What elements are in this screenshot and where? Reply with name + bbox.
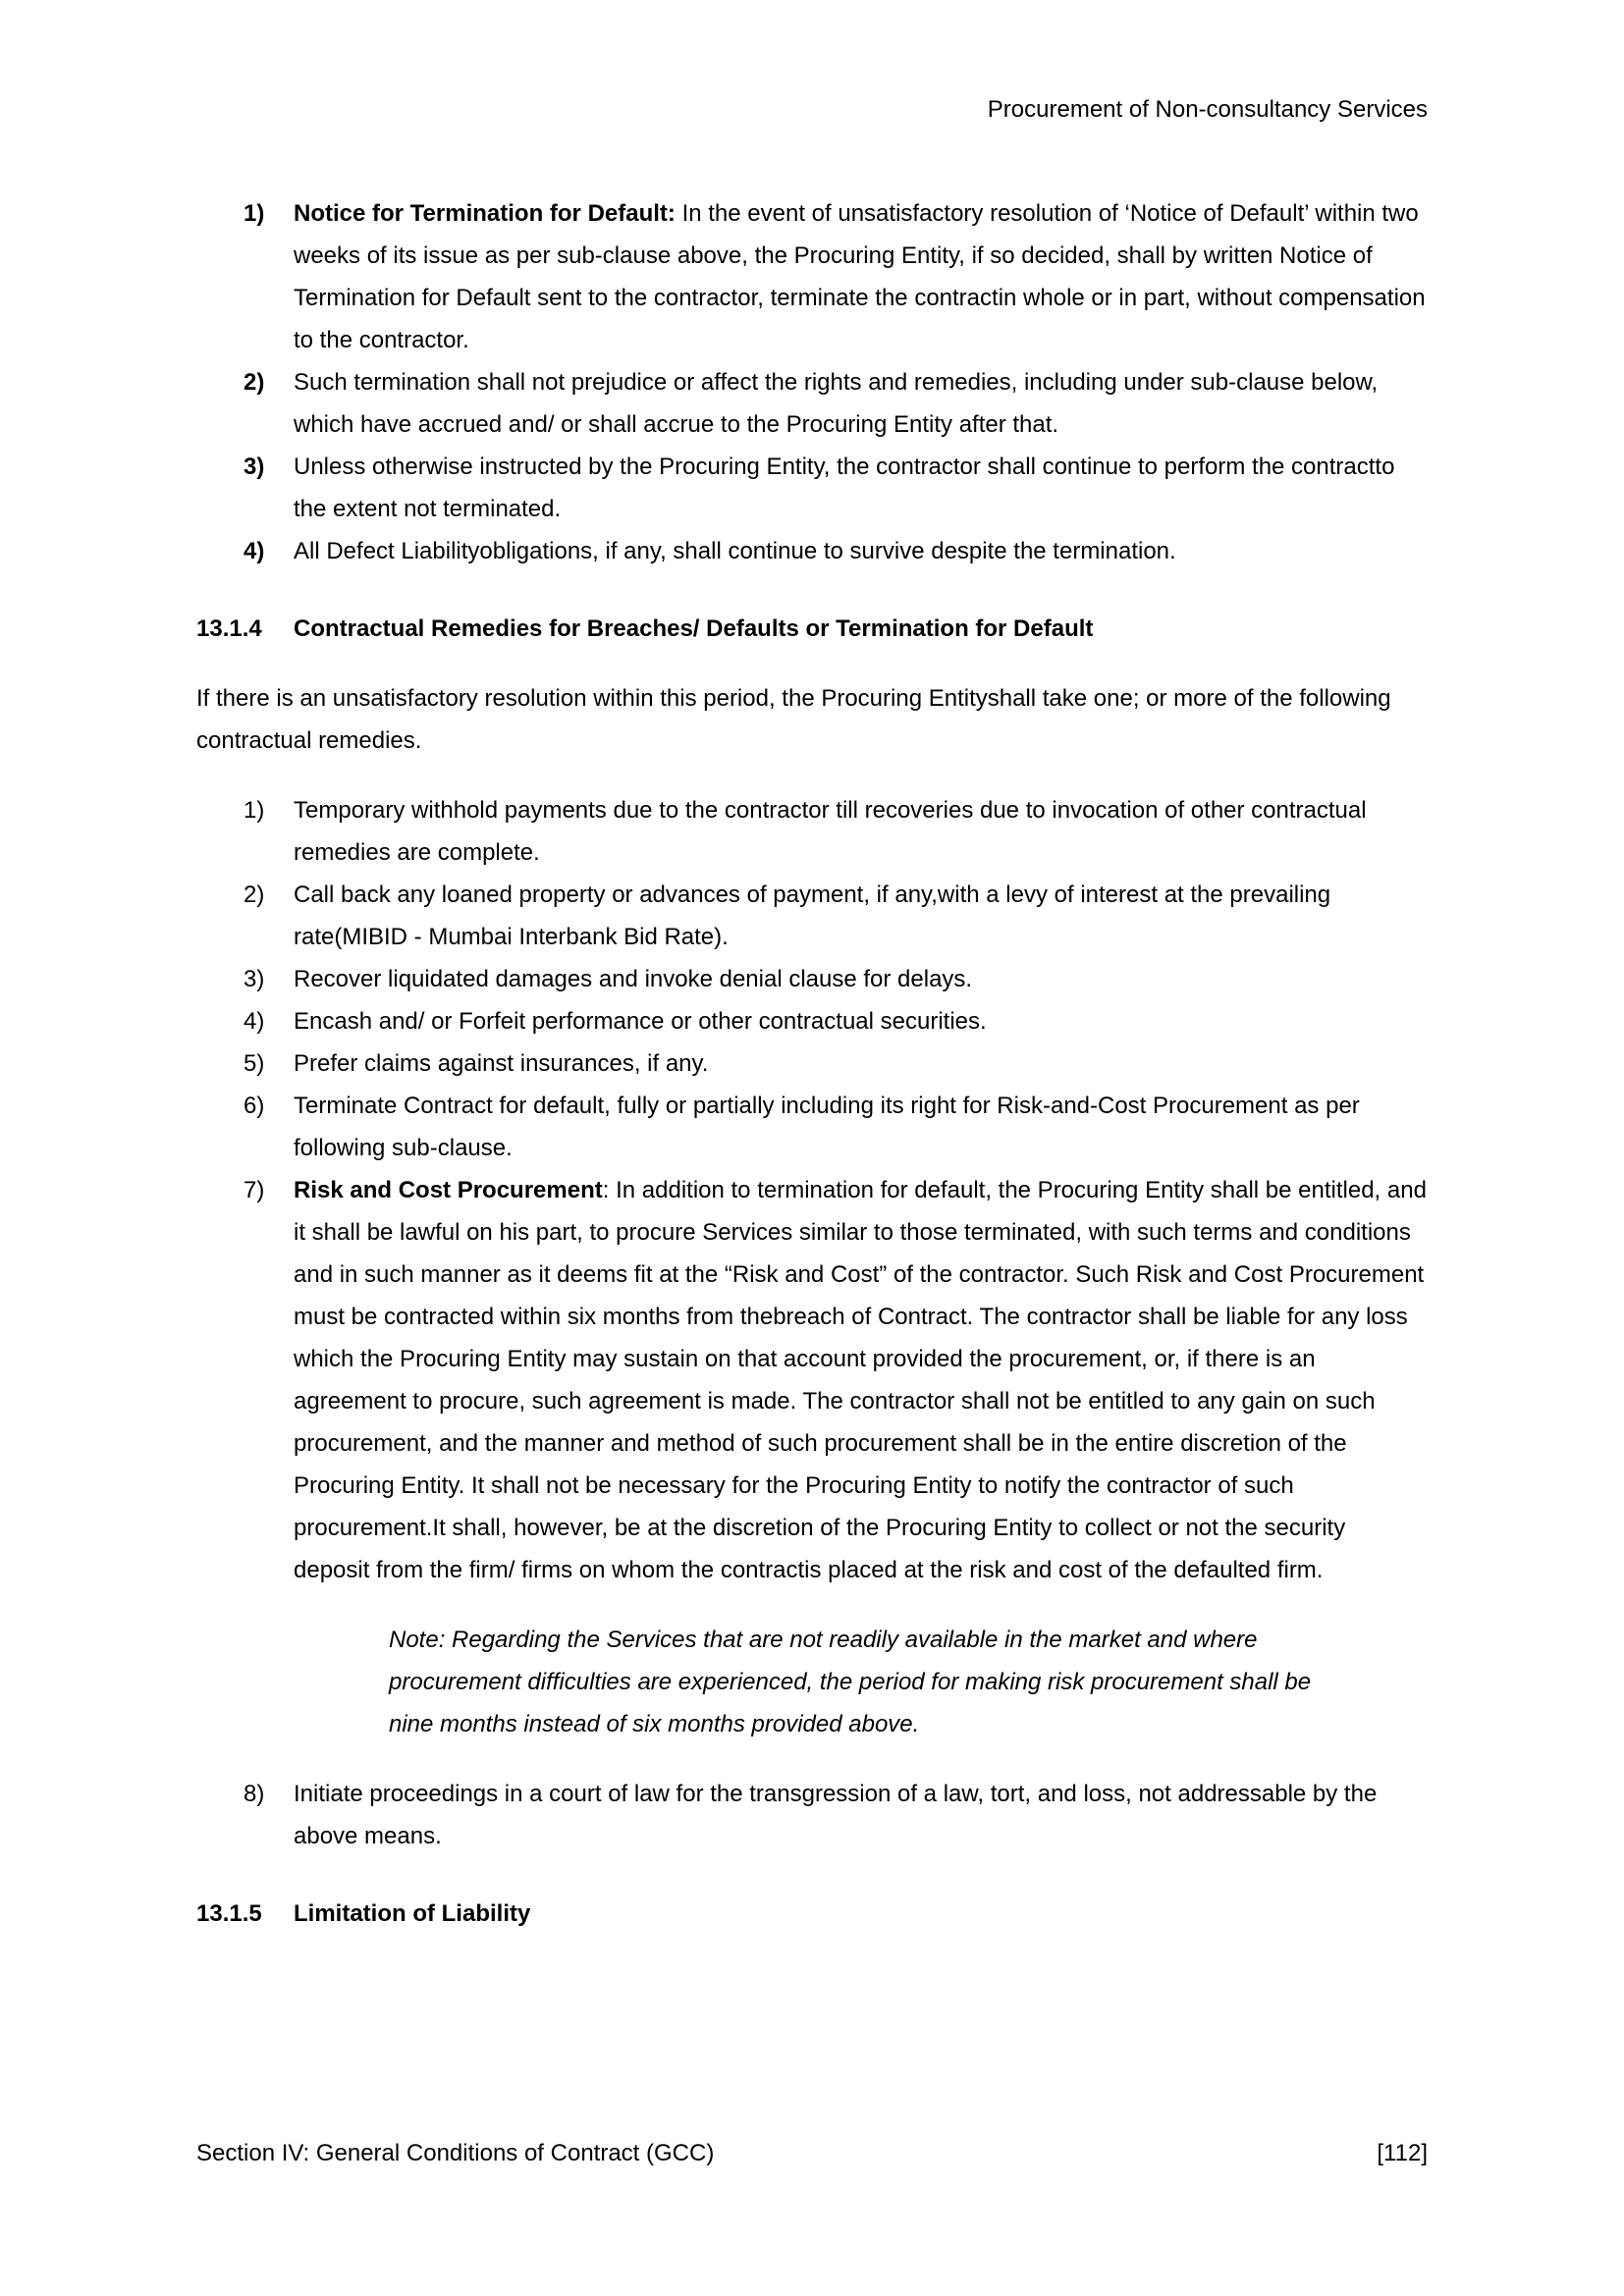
- list-item-text: [294, 874, 1428, 958]
- list-item-text: [294, 1042, 1428, 1085]
- list-item: [244, 1085, 1428, 1169]
- list-item-marker: 1): [244, 797, 265, 824]
- list-item-marker: 3): [244, 966, 265, 992]
- list-item: [244, 530, 1428, 572]
- list-item: [244, 1169, 1428, 1591]
- list-item: [244, 192, 1428, 361]
- page-footer: [196, 2132, 1428, 2174]
- list-item-body: Encash and/ or Forfeit performance or other contractual securities.: [294, 1008, 987, 1035]
- list-item-marker: 4): [244, 1008, 265, 1035]
- footer-section-text: Section IV: General Conditions of Contract (GCC): [196, 2140, 715, 2166]
- intro-paragraph: If there is an unsatisfactory resolution within this period, the Procuring Entityshall take one; or more of the following contractual remedies.: [196, 685, 1391, 754]
- list-item: [244, 1000, 1428, 1042]
- list-item: [244, 789, 1428, 874]
- termination-consequences-list: [196, 192, 1428, 572]
- list-item-text: [294, 192, 1428, 361]
- list-item-body: Unless otherwise instructed by the Procuring Entity, the contractor shall continue to perform the contractto the extent not terminated.: [294, 454, 1395, 522]
- list-item-text: [294, 446, 1428, 530]
- list-item-text: [294, 530, 1428, 572]
- page-header-text: Procurement of Non-consultancy Services: [987, 96, 1428, 123]
- list-item-marker: 2): [244, 369, 265, 396]
- list-item-body: Terminate Contract for default, fully or partially including its right for Risk-and-Cost Procurement as per following sub-clause.: [294, 1093, 1360, 1161]
- section-heading-13-1-5: [196, 1893, 1428, 1935]
- list-item: [244, 361, 1428, 446]
- section-title: Contractual Remedies for Breaches/ Defaults or Termination for Default: [294, 615, 1094, 642]
- section-number: 13.1.5: [196, 1900, 262, 1927]
- list-item-body: Such termination shall not prejudice or affect the rights and remedies, including under sub-clause below, which have accrued and/ or shall accrue to the Procuring Entity after that.: [294, 369, 1379, 438]
- list-item-body: Recover liquidated damages and invoke denial clause for delays.: [294, 966, 973, 992]
- list-item-text: [294, 1773, 1428, 1857]
- list-item-text: [294, 789, 1428, 874]
- list-item-body: In the event of unsatisfactory resolution of ‘Notice of Default’ within two weeks of its issue as per sub-clause above, the Procuring Entity, if so decided, shall by written Notice of Termination for Default sent to the contractor, terminate the contractin whole or in part, without compensation to the contractor.: [294, 200, 1426, 353]
- list-item-lead: Risk and Cost Procurement: [294, 1177, 603, 1203]
- list-item-body: All Defect Liabilityobligations, if any, shall continue to survive despite the termination.: [294, 538, 1176, 564]
- list-item-body: Call back any loaned property or advances of payment, if any,with a levy of interest at the prevailing rate(MIBID - Mumbai Interbank Bid Rate).: [294, 881, 1331, 950]
- list-item: [244, 446, 1428, 530]
- list-item-marker: 5): [244, 1050, 265, 1077]
- note-paragraph: Note: Regarding the Services that are not readily available in the market and where procurement difficulties are experienced, the period for making risk procurement shall be nine months instead of six months provided above.: [389, 1627, 1312, 1737]
- page-header: [196, 88, 1428, 131]
- list-item: [244, 1042, 1428, 1085]
- section-title: Limitation of Liability: [294, 1900, 531, 1927]
- list-item-text: [294, 1085, 1428, 1169]
- footer-page-number: [112]: [1377, 2140, 1428, 2166]
- list-item-body: Prefer claims against insurances, if any.: [294, 1050, 709, 1077]
- remedies-list: [196, 789, 1428, 1857]
- list-item: [244, 1773, 1428, 1857]
- list-item-body: Temporary withhold payments due to the contractor till recoveries due to invocation of other contractual remedies are complete.: [294, 797, 1367, 866]
- list-item-marker: 7): [244, 1177, 265, 1203]
- list-item-marker: 2): [244, 881, 265, 908]
- list-item-body: : In addition to termination for default, the Procuring Entity shall be entitled, and it shall be lawful on his part, to procure Services similar to those terminated, with such terms and conditions and in such manner as it deems fit at the “Risk and Cost” of the contractor. Such Risk and Cost Procurement must be contracted within six months from thebreach of Contract. The contractor shall be liable for any loss which the Procuring Entity may sustain on that account provided the procurement, or, if there is an agreement to procure, such agreement is made. The contractor shall not be entitled to any gain on such procurement, and the manner and method of such procurement shall be in the entire discretion of the Procuring Entity. It shall not be necessary for the Procuring Entity to notify the contractor of such procurement.It shall, however, be at the discretion of the Procuring Entity to collect or not the security deposit from the firm/ firms on whom the contractis placed at the risk and cost of the defaulted firm.: [294, 1177, 1427, 1583]
- section-heading-13-1-4: [196, 608, 1428, 650]
- list-item-marker: 4): [244, 538, 265, 564]
- list-item-text: [294, 361, 1428, 446]
- list-item-text: [294, 1169, 1428, 1591]
- list-item-marker: 8): [244, 1781, 265, 1807]
- list-item-body: Initiate proceedings in a court of law for the transgression of a law, tort, and loss, not addressable by the above means.: [294, 1781, 1378, 1849]
- page-content: [196, 192, 1428, 1935]
- list-item-marker: 1): [244, 200, 265, 227]
- list-item-lead: Notice for Termination for Default:: [294, 200, 676, 227]
- list-item-marker: 3): [244, 454, 265, 480]
- list-item: [244, 874, 1428, 958]
- list-item-marker: 6): [244, 1093, 265, 1119]
- section-number: 13.1.4: [196, 615, 262, 642]
- list-item-text: [294, 1000, 1428, 1042]
- list-item: [244, 958, 1428, 1000]
- list-item-text: [294, 958, 1428, 1000]
